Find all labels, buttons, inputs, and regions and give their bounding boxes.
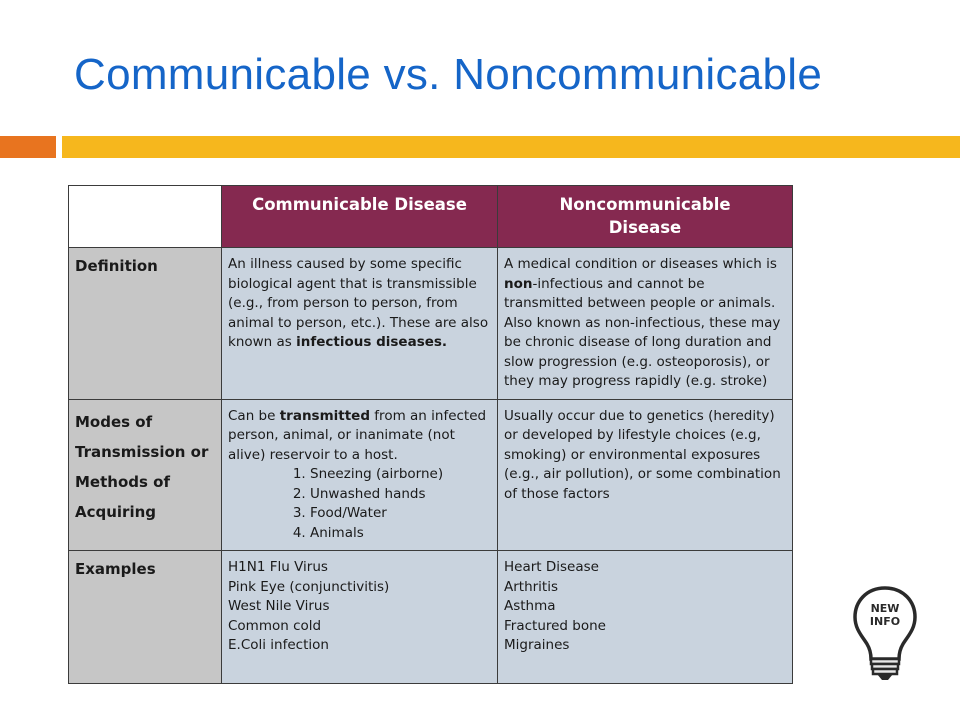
table-row-definition (69, 248, 793, 400)
header-row (69, 186, 793, 248)
list-item: H1N1 Flu Virus (228, 559, 328, 575)
badge-line1: NEW (870, 602, 900, 615)
transmission-communicable-text-before: Can be (228, 407, 280, 424)
row-label-definition: Definition (69, 248, 222, 400)
list-item: Pink Eye (conjunctivitis) (228, 578, 390, 595)
list-item: Heart Disease (504, 559, 599, 575)
list-item: Fractured bone (504, 617, 606, 634)
definition-communicable (222, 248, 498, 400)
definition-noncommunicable-bold: non (504, 275, 533, 292)
list-item: 3. Food/Water (310, 504, 491, 524)
header-noncommunicable-line2: Disease (608, 218, 682, 237)
slide-title: Communicable vs. Noncommunicable (74, 50, 823, 99)
table-row-examples (69, 551, 793, 684)
list-item: 4. Animals (310, 524, 491, 544)
transmission-label-line3: Methods of (75, 472, 170, 491)
transmission-communicable-text-after: from an infected person, animal, or inanimate (not alive) reservoir to a host. (228, 407, 487, 463)
table-row-transmission (69, 399, 793, 551)
comparison-table (68, 185, 793, 684)
corner-cell (69, 186, 222, 248)
definition-noncommunicable-text-after: -infectious and cannot be transmitted between people or animals. Also known as non-infectious, these may be chronic disease of long duration and slow progression (e.g. osteoporosis), or they may progress rapidly (e.g. stroke) (504, 275, 781, 389)
list-item: 1. Sneezing (airborne) (310, 465, 491, 485)
transmission-communicable-bold: transmitted (279, 407, 371, 424)
list-item: Common cold (228, 617, 322, 634)
transmission-noncommunicable: Usually occur due to genetics (heredity) or developed by lifestyle choices (e.g, smoking) or environmental exposures (e.g., air pollution), or some combination of those factors (498, 399, 793, 551)
list-item: West Nile Virus (228, 598, 330, 614)
examples-communicable (222, 551, 498, 684)
definition-communicable-bold: infectious diseases. (296, 334, 448, 350)
definition-noncommunicable-text-before: A medical condition or diseases which is (504, 256, 777, 272)
row-label-examples: Examples (69, 551, 222, 684)
row-label-transmission (69, 399, 222, 551)
list-item: Arthritis (504, 578, 559, 595)
header-noncommunicable (498, 186, 793, 248)
list-item: Migraines (504, 637, 570, 653)
definition-noncommunicable (498, 248, 793, 400)
transmission-label-line2: Transmission or (75, 442, 209, 461)
header-communicable: Communicable Disease (222, 186, 498, 248)
badge-line2: INFO (869, 615, 901, 628)
list-item: 2. Unwashed hands (310, 485, 491, 505)
transmission-label-line1: Modes of (75, 412, 153, 431)
header-noncommunicable-line1: Noncommunicable (559, 195, 731, 214)
list-item: E.Coli infection (228, 637, 329, 653)
examples-noncommunicable (498, 551, 793, 684)
transmission-label-line4: Acquiring (75, 502, 157, 521)
accent-bar-orange (0, 136, 56, 158)
definition-communicable-text: An illness caused by some specific biological agent that is transmissible (e.g., from person to person, from animal to person, etc.). These are also known as (228, 256, 489, 350)
transmission-communicable (222, 399, 498, 551)
lightbulb-icon (850, 584, 920, 684)
accent-bar-gold (62, 136, 960, 158)
transmission-list (228, 465, 491, 543)
list-item: Asthma (504, 598, 556, 614)
